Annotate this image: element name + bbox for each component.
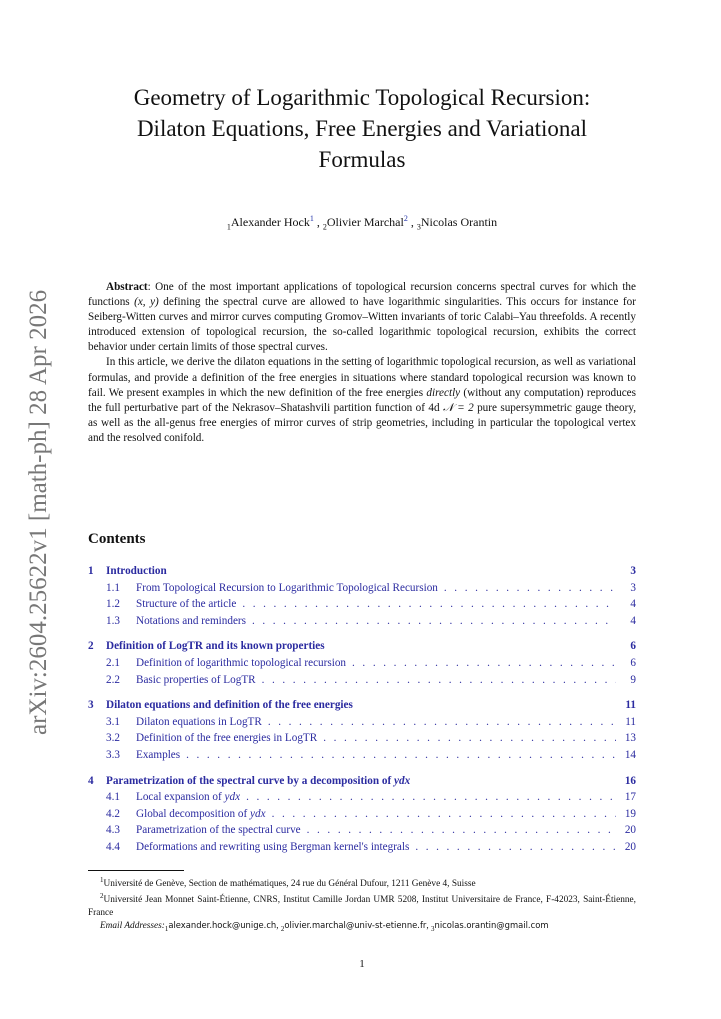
emphasis-text: directly [426,386,461,399]
footnote-1 [88,874,636,890]
toc-number: 1.1 [106,581,120,594]
author-name: Alexander Hock [230,215,310,229]
toc-label-text: Local expansion of [136,791,222,804]
toc-entry-subsection[interactable] [88,822,636,839]
footnote-emails: Email $Addresses:_1alexander.hock@unige.ch$, $_2$olivier.marchal@univ-st-etienne.fr, $_3$nicolas.orantin@gmail.com [100,919,549,933]
toc-number: 3 [88,699,94,712]
toc-entry-subsection[interactable] [88,747,636,764]
toc-number: 1.2 [106,598,120,611]
toc-number: 4.4 [106,840,120,853]
toc-label-text: Deformations and rewriting using Bergman kernel's integrals [136,840,410,853]
toc-label-text: Global decomposition of [136,807,248,820]
math-expression: (x, y) [134,296,159,309]
abstract-text: defining the spectral curve are allowed to have logarithmic singularities. This occurs for instance for Seiberg-Witten curves and mirror curves computing Gromov–Witten invariants of toric Calabi–Yau threefolds. A recently introduced extension of topological recursion, the so-called logarithmic topological recursion, exhibits the correct behavior under certain limits of those spectral curves. [88,296,636,354]
abstract-label: Abstract [106,281,148,293]
toc-leader-dots [444,580,616,597]
author-2 [322,214,408,232]
toc-entry-subsection[interactable] [88,655,636,672]
footnote-divider [88,870,184,871]
toc-label[interactable] [106,638,325,655]
author-1 [226,214,314,232]
toc-section-2 [88,638,636,688]
toc-entry-section[interactable] [88,773,636,790]
title-line-2: Dilaton Equations, Free Energies and Variational [136,116,588,141]
arxiv-stamp-text: arXiv:2604.25622v1 [math-ph] 28 Apr 2026 [25,289,52,735]
math-expression: ydx [394,774,411,787]
toc-entry-subsection[interactable] [88,806,636,823]
toc-section-4 [88,773,636,856]
toc-leader-dots [252,613,616,630]
toc-number: 4.1 [106,791,120,804]
toc-label[interactable] [136,806,266,823]
toc-label-text: Definition of LogTR and its known properties [106,640,325,653]
email-label: Email Addresses: [100,920,165,931]
toc-label-text: Structure of the article [136,598,237,611]
toc-number: 2.1 [106,656,120,669]
abstract-text: pure supersymmetric gauge theory, as well as the all-genus free energies of mirror curves of strip geometries, including in particular the topological vertex and the resolved conifold. [88,401,636,444]
toc-page-number[interactable]: 19 [624,807,636,820]
toc-label-text: From Topological Recursion to Logarithmic Topological Recursion [136,581,438,594]
toc-number: 3.3 [106,748,120,761]
toc-label-text: Definition of logarithmic topological recursion [136,656,347,669]
contents-heading: Contents [88,531,146,547]
author-index: 3 [416,222,421,232]
toc-label-text: Basic properties of LogTR [136,673,256,686]
title-line-3: Formulas [318,147,406,172]
toc-number: 3.1 [106,715,120,728]
toc-label-text: Dilaton equations and definition of the free energies [106,699,353,712]
page-number: 1 [359,958,365,970]
toc-page-number[interactable]: 20 [624,840,636,853]
toc-page-number[interactable]: 4 [630,598,636,611]
toc-entry-section[interactable] [88,697,636,714]
toc-label[interactable] [136,789,240,806]
toc-leader-dots [415,839,616,856]
toc-number: 4.2 [106,807,120,820]
toc-label[interactable] [136,747,180,764]
author-index: 1 [226,222,231,232]
toc-label[interactable] [106,697,353,714]
abstract-paragraph-1 [88,280,636,355]
toc-leader-dots [272,806,616,823]
toc-entry-subsection[interactable] [88,839,636,856]
toc-page-number[interactable]: 14 [624,748,636,761]
footnote-mark: 2 [100,892,104,901]
toc-page-number[interactable]: 4 [630,614,636,627]
toc-label-text: Notations and reminders [136,614,246,627]
footnotes [88,874,636,935]
toc-entry-subsection[interactable] [88,613,636,630]
toc-leader-dots [246,789,616,806]
toc-label[interactable] [136,672,256,689]
math-expression: ydx [224,791,241,804]
toc-label-text: Parametrization of the spectral curve [136,824,301,837]
email-index: 2 [280,924,285,933]
toc-page-number[interactable]: 11 [625,699,636,712]
email-index: 1 [164,924,169,933]
email-address[interactable]: alexander.hock@unige.ch [168,919,277,930]
toc-number: 2 [88,640,94,653]
abstract-text: : One of the most important applications of topological recursion concerns spectral curves for which the functions [88,281,636,309]
toc-leader-dots [262,672,616,689]
author-3 [416,215,498,232]
abstract-paragraph-2 [88,355,636,446]
toc-number: 3.2 [106,732,120,745]
toc-page-number[interactable]: 11 [625,715,636,728]
email-address[interactable]: olivier.marchal@univ-st-etienne.fr [284,919,427,930]
table-of-contents [88,563,636,865]
math-expression: ydx [250,807,266,820]
toc-page-number[interactable]: 6 [630,640,636,653]
toc-leader-dots [268,714,616,731]
author-list: $_1$Alexander Hock$^1$ , $_2$Olivier Marchal$^2$ , $_3$Nicolas Orantin [226,214,498,232]
toc-number: 4.3 [106,824,120,837]
toc-section-3 [88,697,636,763]
toc-entry-subsection[interactable] [88,672,636,689]
toc-number: 1.3 [106,614,120,627]
footnote-text: Université Jean Monnet Saint-Étienne, CNRS, Institut Camille Jordan UMR 5208, Institut Universitaire de France, F-42023, Saint-Étienne, France [88,895,636,918]
toc-page-number[interactable]: 3 [630,581,636,594]
author-name: Nicolas Orantin [420,215,498,229]
abstract-text: (without any computation) reproduces the full perturbative part of the Nekrasov–Shatashvili partition function of 4d [88,386,636,414]
paper-title [88,82,636,175]
toc-label[interactable] [136,730,317,747]
toc-page-number[interactable]: 16 [624,774,636,787]
toc-label[interactable] [106,773,410,790]
toc-label[interactable] [106,563,167,580]
toc-label[interactable] [136,580,438,597]
toc-entry-subsection[interactable] [88,596,636,613]
toc-label-text: Definition of the free energies in LogTR [136,732,318,745]
toc-label[interactable] [136,714,262,731]
toc-entry-section[interactable] [88,563,636,580]
toc-leader-dots [307,822,616,839]
toc-leader-dots [323,730,616,747]
footnote-2 [88,890,636,919]
title-line-1: Geometry of Logarithmic Topological Recursion: [133,85,591,110]
toc-page-number[interactable]: 9 [630,673,636,686]
toc-label-text: Examples [136,748,181,761]
toc-label[interactable] [136,613,246,630]
email-address[interactable]: nicolas.orantin@gmail.com [434,919,549,930]
toc-page-number[interactable]: 20 [624,824,636,837]
toc-number: 1 [88,565,94,577]
toc-entry-subsection[interactable] [88,580,636,597]
toc-label-text: Dilaton equations in LogTR [136,715,262,728]
abstract [88,280,636,446]
toc-page-number[interactable]: 6 [630,656,636,669]
footnote-text: Université de Genève, Section de mathématiques, 24 rue du Général Dufour, 1211 Genève 4, Suisse [103,879,476,890]
toc-entry-subsection[interactable] [88,730,636,747]
affiliation-mark[interactable]: 2 [403,214,408,223]
toc-leader-dots [242,596,616,613]
toc-label[interactable] [136,822,301,839]
email-index: 3 [431,924,435,933]
toc-entry-subsection[interactable] [88,714,636,731]
toc-section-1 [88,563,636,629]
math-expression: 𝒩 = 2 [442,401,474,414]
affiliation-mark[interactable]: 1 [309,214,314,223]
toc-entry-subsection[interactable] [88,789,636,806]
arxiv-identifier-stamp [18,285,54,735]
toc-leader-dots [186,747,616,764]
footnote-mark: 1 [100,876,104,884]
toc-page-number[interactable]: 3 [630,565,636,577]
abstract-text: In this article, we derive the dilaton equations in the setting of logarithmic topological recursion, as well as variational formulas, and provide a definition of the free energies in situations where standard topological recursion was known to fail. We present examples in which the new definition of the free energies [88,356,636,399]
toc-entry-section[interactable] [88,638,636,655]
toc-number: 4 [88,774,94,787]
toc-label[interactable] [136,655,346,672]
author-index: 2 [322,222,327,232]
toc-label[interactable] [136,839,409,856]
author-name: Olivier Marchal [326,215,404,229]
toc-page-number[interactable]: 13 [624,732,636,745]
toc-leader-dots [352,655,616,672]
toc-label-text: Introduction [106,565,167,577]
toc-label-text: Parametrization of the spectral curve by a decomposition of [106,774,392,787]
toc-label[interactable] [136,596,236,613]
toc-number: 2.2 [106,673,120,686]
toc-page-number[interactable]: 17 [624,791,636,804]
